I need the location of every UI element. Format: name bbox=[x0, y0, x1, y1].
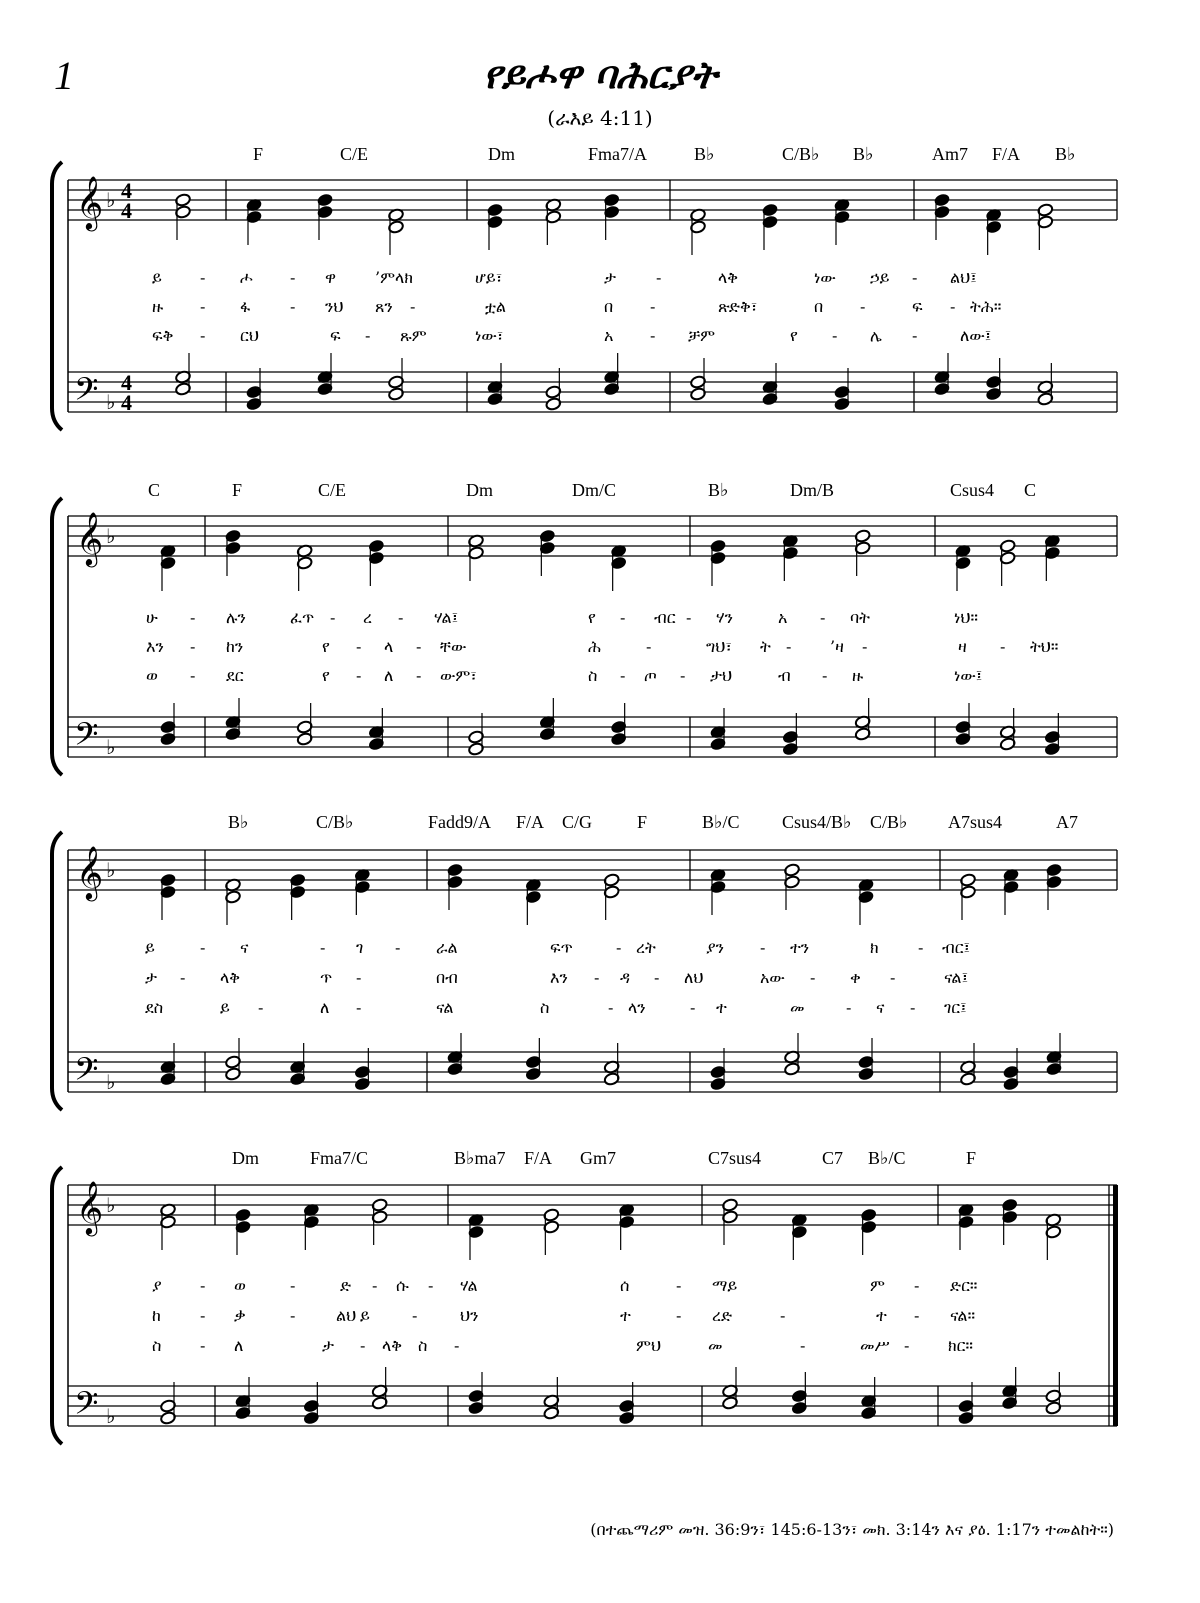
lyric-hyphen: - bbox=[410, 297, 416, 316]
bass-staff bbox=[68, 1367, 1117, 1426]
lyric-syllable: ይ bbox=[220, 998, 230, 1017]
lyric-hyphen: - bbox=[200, 1276, 206, 1295]
chord-symbol: F bbox=[232, 480, 243, 500]
lyric-syllable: ና bbox=[240, 938, 249, 957]
lyric-syllable: ዙ bbox=[852, 666, 864, 685]
lyric-syllable: ቃ bbox=[234, 1306, 246, 1325]
treble-clef-icon: 𝄞 bbox=[76, 1180, 104, 1234]
lyric-hyphen: - bbox=[616, 938, 622, 957]
lyric-syllable: ስ bbox=[540, 998, 550, 1017]
lyric-syllable: ግህ፣ bbox=[706, 637, 732, 656]
lyric-syllable: በ bbox=[814, 297, 824, 316]
lyric-hyphen: - bbox=[832, 326, 838, 345]
lyric-hyphen: - bbox=[372, 1276, 378, 1295]
lyric-syllable: ሃል bbox=[460, 1276, 478, 1295]
lyric-syllable: ረት bbox=[636, 938, 656, 957]
lyric-syllable: ታ bbox=[604, 268, 616, 287]
lyric-hyphen: - bbox=[200, 297, 206, 316]
lyric-hyphen: - bbox=[200, 938, 206, 957]
lyric-syllable: ፍቅ bbox=[152, 326, 174, 345]
lyric-hyphen: - bbox=[190, 608, 196, 627]
footer-references: (በተጨማሪም መዝ. 36:9ን፣ 145:6-13ን፣ መክ. 3:14ን እና ያዕ. 1:17ን ተመልከት።) bbox=[590, 1520, 1114, 1539]
lyric-syllable: በ bbox=[604, 297, 614, 316]
lyric-syllable: ብር bbox=[654, 608, 676, 627]
time-signature: 4 bbox=[121, 198, 132, 223]
lyric-syllable: የ bbox=[322, 637, 330, 656]
lyric-syllable: ፈጥ bbox=[290, 608, 315, 627]
chord-symbol: F bbox=[253, 144, 264, 164]
lyric-hyphen: - bbox=[1000, 637, 1006, 656]
lyric-syllable: ንህ bbox=[325, 297, 344, 316]
lyric-syllable: ለ bbox=[320, 998, 330, 1017]
lyric-syllable: ለ bbox=[234, 1336, 244, 1355]
lyric-syllable: መሥ bbox=[860, 1336, 890, 1355]
chord-symbol: C/E bbox=[318, 480, 347, 500]
lyric-syllable: ሱ bbox=[396, 1276, 409, 1295]
lyric-syllable: ነው bbox=[814, 268, 836, 287]
lyric-syllable: አ bbox=[604, 326, 614, 345]
lyric-hyphen: - bbox=[190, 637, 196, 656]
lyric-hyphen: - bbox=[200, 326, 206, 345]
chord-symbol: C/G bbox=[562, 812, 593, 832]
lyric-syllable: ስ bbox=[418, 1336, 428, 1355]
lyric-syllable: ተን bbox=[790, 938, 810, 957]
lyric-syllable: ይ bbox=[152, 268, 162, 287]
key-signature-flat-icon: ♭ bbox=[106, 735, 116, 759]
lyric-hyphen: - bbox=[200, 268, 206, 287]
lyric-hyphen: - bbox=[416, 666, 422, 685]
lyric-syllable: የ bbox=[790, 326, 798, 345]
chord-symbol: Dm bbox=[488, 144, 515, 164]
lyric-hyphen: - bbox=[258, 998, 264, 1017]
lyric-syllable: ረ bbox=[363, 608, 372, 627]
lyric-syllable: ራል bbox=[436, 938, 458, 957]
lyric-syllable: ም bbox=[870, 1276, 885, 1295]
lyric-hyphen: - bbox=[290, 297, 296, 316]
lyric-syllable: ይ bbox=[360, 1306, 370, 1325]
treble-clef-icon: 𝄞 bbox=[76, 511, 104, 565]
lyric-syllable: ሆይ፣ bbox=[475, 268, 503, 287]
chord-symbol: C/B♭ bbox=[870, 812, 908, 832]
chord-symbol: C/B♭ bbox=[782, 144, 820, 164]
lyric-syllable: ፍጥ bbox=[550, 938, 573, 957]
chord-symbol: Gm7 bbox=[580, 1148, 616, 1168]
treble-clef-icon: 𝄞 bbox=[76, 175, 104, 229]
lyric-hyphen: - bbox=[356, 968, 362, 987]
lyric-syllable: ላቅ bbox=[718, 268, 739, 287]
lyric-syllable: ፋ bbox=[240, 297, 251, 316]
lyric-syllable: ወ bbox=[234, 1276, 246, 1295]
lyric-syllable: ለ bbox=[384, 666, 394, 685]
lyric-hyphen: - bbox=[676, 1306, 682, 1325]
lyric-syllable: ሖ bbox=[240, 268, 253, 287]
lyric-syllable: ላቅ bbox=[382, 1336, 403, 1355]
lyric-syllable: ቀ bbox=[850, 968, 861, 987]
lyric-hyphen: - bbox=[656, 268, 662, 287]
lyric-hyphen: - bbox=[356, 637, 362, 656]
lyric-syllable: ድ bbox=[340, 1276, 352, 1295]
lyric-hyphen: - bbox=[190, 666, 196, 685]
lyric-syllable: ገ bbox=[356, 938, 364, 957]
lyric-syllable: ታ bbox=[145, 968, 157, 987]
lyric-syllable: ሉን bbox=[226, 608, 246, 627]
chord-symbol: A7 bbox=[1056, 812, 1078, 832]
chord-symbol: Dm/C bbox=[572, 480, 617, 500]
lyric-syllable: እን bbox=[146, 637, 164, 656]
lyric-syllable: ታህ bbox=[710, 666, 733, 685]
lyric-syllable: ኃይ bbox=[870, 268, 890, 287]
lyric-syllable: ገር፤ bbox=[944, 998, 967, 1017]
chord-symbol: C7sus4 bbox=[708, 1148, 762, 1168]
lyric-syllable: ብር፤ bbox=[942, 938, 971, 957]
chord-symbol: Csus4 bbox=[950, 480, 995, 500]
lyric-hyphen: - bbox=[822, 666, 828, 685]
lyric-syllable: ላ bbox=[384, 637, 394, 656]
treble-staff bbox=[68, 516, 1117, 591]
lyric-syllable: ’ምላክ bbox=[375, 268, 413, 287]
lyric-hyphen: - bbox=[398, 608, 404, 627]
lyric-syllable: ረድ bbox=[712, 1306, 733, 1325]
lyric-syllable: ልህ bbox=[336, 1306, 357, 1325]
lyric-syllable: ይ bbox=[145, 938, 155, 957]
chord-symbol: Csus4/B♭ bbox=[782, 812, 852, 832]
lyric-syllable: ተ bbox=[620, 1306, 631, 1325]
treble-staff bbox=[68, 850, 1117, 925]
lyric-hyphen: - bbox=[650, 297, 656, 316]
lyric-syllable: ድር። bbox=[950, 1276, 978, 1295]
chord-symbol: B♭ bbox=[708, 480, 729, 500]
lyric-syllable: ናል፤ bbox=[944, 968, 969, 987]
lyric-syllable: ከን bbox=[226, 637, 244, 656]
lyric-syllable: ታ bbox=[322, 1336, 334, 1355]
lyric-hyphen: - bbox=[654, 968, 660, 987]
key-signature-flat-icon: ♭ bbox=[106, 524, 116, 548]
lyric-syllable: ልህ፤ bbox=[950, 268, 977, 287]
lyric-hyphen: - bbox=[200, 1306, 206, 1325]
lyric-syllable: መ bbox=[790, 998, 805, 1017]
lyric-hyphen: - bbox=[862, 637, 868, 656]
key-signature-flat-icon: ♭ bbox=[106, 1070, 116, 1094]
key-signature-flat-icon: ♭ bbox=[106, 1193, 116, 1217]
lyric-hyphen: - bbox=[416, 637, 422, 656]
lyric-syllable: ደር bbox=[226, 666, 244, 685]
lyric-hyphen: - bbox=[180, 968, 186, 987]
lyric-hyphen: - bbox=[365, 326, 371, 345]
chord-symbol: B♭ bbox=[853, 144, 874, 164]
lyric-hyphen: - bbox=[290, 1306, 296, 1325]
key-signature-flat-icon: ♭ bbox=[106, 858, 116, 882]
bass-staff bbox=[68, 698, 1117, 757]
chord-symbol: B♭ bbox=[694, 144, 715, 164]
chord-symbol: C bbox=[1024, 480, 1037, 500]
lyric-hyphen: - bbox=[918, 938, 924, 957]
lyric-syllable: ላን bbox=[628, 998, 646, 1017]
time-signature: 4 bbox=[121, 370, 132, 395]
lyric-syllable: ውም፣ bbox=[440, 666, 477, 685]
lyric-syllable: የ bbox=[322, 666, 330, 685]
lyric-hyphen: - bbox=[428, 1276, 434, 1295]
lyric-hyphen: - bbox=[680, 666, 686, 685]
chord-symbol: Am7 bbox=[932, 144, 968, 164]
lyric-hyphen: - bbox=[686, 608, 692, 627]
lyric-hyphen: - bbox=[594, 968, 600, 987]
lyric-syllable: ትህ። bbox=[1030, 637, 1059, 656]
hymn-number: 1 bbox=[54, 53, 74, 98]
lyric-hyphen: - bbox=[620, 666, 626, 685]
lyric-syllable: ’ዛ bbox=[830, 637, 844, 656]
lyric-syllable: ቷል bbox=[485, 297, 507, 316]
lyric-syllable: ሃን bbox=[716, 608, 733, 627]
lyric-syllable: ተ bbox=[716, 998, 727, 1017]
lyric-syllable: ነህ። bbox=[954, 608, 978, 627]
lyric-syllable: ፍ bbox=[330, 326, 341, 345]
chord-symbol: Dm bbox=[232, 1148, 259, 1168]
lyric-hyphen: - bbox=[360, 1336, 366, 1355]
lyric-hyphen: - bbox=[356, 998, 362, 1017]
lyric-syllable: ብ bbox=[778, 666, 791, 685]
hymn-title: የይሖዋ ባሕርያት bbox=[483, 52, 717, 97]
lyric-hyphen: - bbox=[690, 998, 696, 1017]
lyric-syllable: ማይ bbox=[712, 1276, 738, 1295]
lyric-syllable: የ bbox=[588, 608, 596, 627]
chord-symbol: C7 bbox=[822, 1148, 844, 1168]
lyric-syllable: ርህ bbox=[240, 326, 259, 345]
chord-symbol: Fadd9/A bbox=[428, 812, 491, 832]
chord-symbol: F/A bbox=[992, 144, 1021, 164]
lyric-hyphen: - bbox=[800, 1336, 806, 1355]
lyric-syllable: ቸው bbox=[440, 637, 467, 656]
chord-symbol: F/A bbox=[524, 1148, 553, 1168]
lyric-syllable: ናል bbox=[436, 998, 454, 1017]
lyric-syllable: ያን bbox=[706, 938, 725, 957]
lyric-syllable: ተ bbox=[876, 1306, 887, 1325]
chord-symbol: Dm/B bbox=[790, 480, 835, 500]
lyric-hyphen: - bbox=[914, 1276, 920, 1295]
lyric-syllable: ቻም bbox=[688, 326, 716, 345]
lyric-syllable: ክ bbox=[870, 938, 879, 957]
bass-clef-icon: 𝄢 bbox=[74, 1051, 99, 1095]
chord-symbol: B♭/C bbox=[868, 1148, 906, 1168]
chord-symbol: F bbox=[966, 1148, 977, 1168]
lyric-hyphen: - bbox=[320, 938, 326, 957]
chord-symbol: B♭/C bbox=[702, 812, 740, 832]
lyric-hyphen: - bbox=[608, 998, 614, 1017]
lyric-hyphen: - bbox=[890, 968, 896, 987]
lyric-hyphen: - bbox=[200, 1336, 206, 1355]
lyric-hyphen: - bbox=[820, 608, 826, 627]
lyric-syllable: ባት bbox=[850, 608, 870, 627]
chord-symbol: F/A bbox=[516, 812, 545, 832]
lyric-hyphen: - bbox=[914, 1306, 920, 1325]
final-barline bbox=[1113, 1185, 1118, 1426]
system-bracket bbox=[52, 162, 62, 430]
lyric-syllable: ናል። bbox=[950, 1306, 976, 1325]
chord-symbol: B♭ bbox=[228, 812, 249, 832]
lyric-syllable: ምህ bbox=[636, 1336, 662, 1355]
lyric-hyphen: - bbox=[912, 268, 918, 287]
lyric-hyphen: - bbox=[330, 608, 336, 627]
time-signature: 4 bbox=[121, 178, 132, 203]
treble-clef-icon: 𝄞 bbox=[76, 845, 104, 899]
key-signature-flat-icon: ♭ bbox=[106, 188, 116, 212]
lyric-hyphen: - bbox=[650, 326, 656, 345]
lyric-syllable: ለህ bbox=[684, 968, 704, 987]
bass-staff bbox=[68, 1033, 1117, 1092]
lyric-syllable: ሃል፤ bbox=[434, 608, 459, 627]
lyric-hyphen: - bbox=[356, 666, 362, 685]
chord-symbol: Fma7/A bbox=[588, 144, 648, 164]
chord-symbol: Fma7/C bbox=[310, 1148, 369, 1168]
chord-symbol: Dm bbox=[466, 480, 493, 500]
lyric-syllable: ሰ bbox=[620, 1276, 630, 1295]
lyric-syllable: ላቅ bbox=[220, 968, 241, 987]
lyric-syllable: ነው፣ bbox=[475, 326, 504, 345]
lyric-syllable: ጸን bbox=[375, 297, 393, 316]
lyric-hyphen: - bbox=[780, 1306, 786, 1325]
lyric-syllable: አው bbox=[760, 968, 785, 987]
lyric-hyphen: - bbox=[454, 1336, 460, 1355]
bass-clef-icon: 𝄢 bbox=[74, 716, 99, 760]
chord-symbol: F bbox=[637, 812, 648, 832]
chord-symbol: A7sus4 bbox=[948, 812, 1003, 832]
lyric-syllable: መ bbox=[708, 1336, 723, 1355]
lyric-syllable: ትሕ። bbox=[970, 297, 1002, 316]
lyric-hyphen: - bbox=[860, 297, 866, 316]
lyric-syllable: ደስ bbox=[145, 998, 164, 1017]
lyric-syllable: ፍ bbox=[912, 297, 923, 316]
lyric-syllable: ያ bbox=[152, 1276, 162, 1295]
scripture-reference: (ራእይ 4:11) bbox=[547, 106, 653, 130]
chord-symbol: C/B♭ bbox=[316, 812, 354, 832]
lyric-syllable: በብ bbox=[436, 968, 458, 987]
lyric-syllable: ወ bbox=[146, 666, 158, 685]
time-signature: 4 bbox=[121, 390, 132, 415]
lyric-syllable: ዳ bbox=[620, 968, 631, 987]
lyric-hyphen: - bbox=[910, 998, 916, 1017]
key-signature-flat-icon: ♭ bbox=[106, 1404, 116, 1428]
lyric-hyphen: - bbox=[912, 326, 918, 345]
lyric-syllable: አ bbox=[778, 608, 788, 627]
lyric-syllable: እን bbox=[550, 968, 568, 987]
chord-symbol: C/E bbox=[340, 144, 369, 164]
lyric-syllable: ዛ bbox=[958, 637, 967, 656]
system-bracket bbox=[52, 1167, 62, 1444]
lyric-hyphen: - bbox=[950, 297, 956, 316]
lyric-syllable: ነው፤ bbox=[954, 666, 983, 685]
lyric-syllable: ጽድቅ፣ bbox=[718, 297, 758, 316]
key-signature-flat-icon: ♭ bbox=[106, 390, 116, 414]
lyric-hyphen: - bbox=[786, 637, 792, 656]
lyric-hyphen: - bbox=[620, 608, 626, 627]
lyric-hyphen: - bbox=[760, 938, 766, 957]
lyric-hyphen: - bbox=[676, 1276, 682, 1295]
bass-clef-icon: 𝄢 bbox=[74, 371, 99, 415]
lyric-syllable: ለው፤ bbox=[960, 326, 992, 345]
system-bracket bbox=[52, 832, 62, 1110]
lyric-hyphen: - bbox=[412, 1306, 418, 1325]
lyric-syllable: ጹም bbox=[400, 326, 427, 345]
lyric-syllable: ዙ bbox=[152, 297, 164, 316]
lyric-syllable: ሕ bbox=[588, 637, 602, 656]
lyric-hyphen: - bbox=[646, 637, 652, 656]
system-bracket bbox=[52, 498, 62, 775]
chord-symbol: B♭ bbox=[1055, 144, 1076, 164]
chord-symbol: B♭ma7 bbox=[454, 1148, 506, 1168]
lyric-syllable: ጦ bbox=[644, 666, 657, 685]
lyric-hyphen: - bbox=[904, 1336, 910, 1355]
treble-staff bbox=[68, 1185, 1117, 1260]
lyric-syllable: ህን bbox=[460, 1306, 479, 1325]
lyric-syllable: ዋ bbox=[325, 268, 337, 287]
lyric-syllable: ና bbox=[876, 998, 885, 1017]
lyric-hyphen: - bbox=[290, 268, 296, 287]
lyric-syllable: ከ bbox=[152, 1306, 161, 1325]
lyric-syllable: ስ bbox=[152, 1336, 162, 1355]
lyric-hyphen: - bbox=[846, 998, 852, 1017]
lyric-hyphen: - bbox=[810, 968, 816, 987]
lyric-hyphen: - bbox=[395, 938, 401, 957]
system-1 bbox=[52, 162, 1117, 430]
lyric-syllable: ሁ bbox=[146, 608, 158, 627]
lyric-syllable: ት bbox=[760, 637, 771, 656]
chord-symbol: C bbox=[148, 480, 161, 500]
lyric-syllable: ክር። bbox=[948, 1336, 973, 1355]
lyric-syllable: ስ bbox=[588, 666, 598, 685]
lyric-syllable: ጥ bbox=[320, 968, 333, 987]
lyric-syllable: ሌ bbox=[870, 326, 882, 345]
lyric-hyphen: - bbox=[290, 1276, 296, 1295]
bass-clef-icon: 𝄢 bbox=[74, 1385, 99, 1429]
